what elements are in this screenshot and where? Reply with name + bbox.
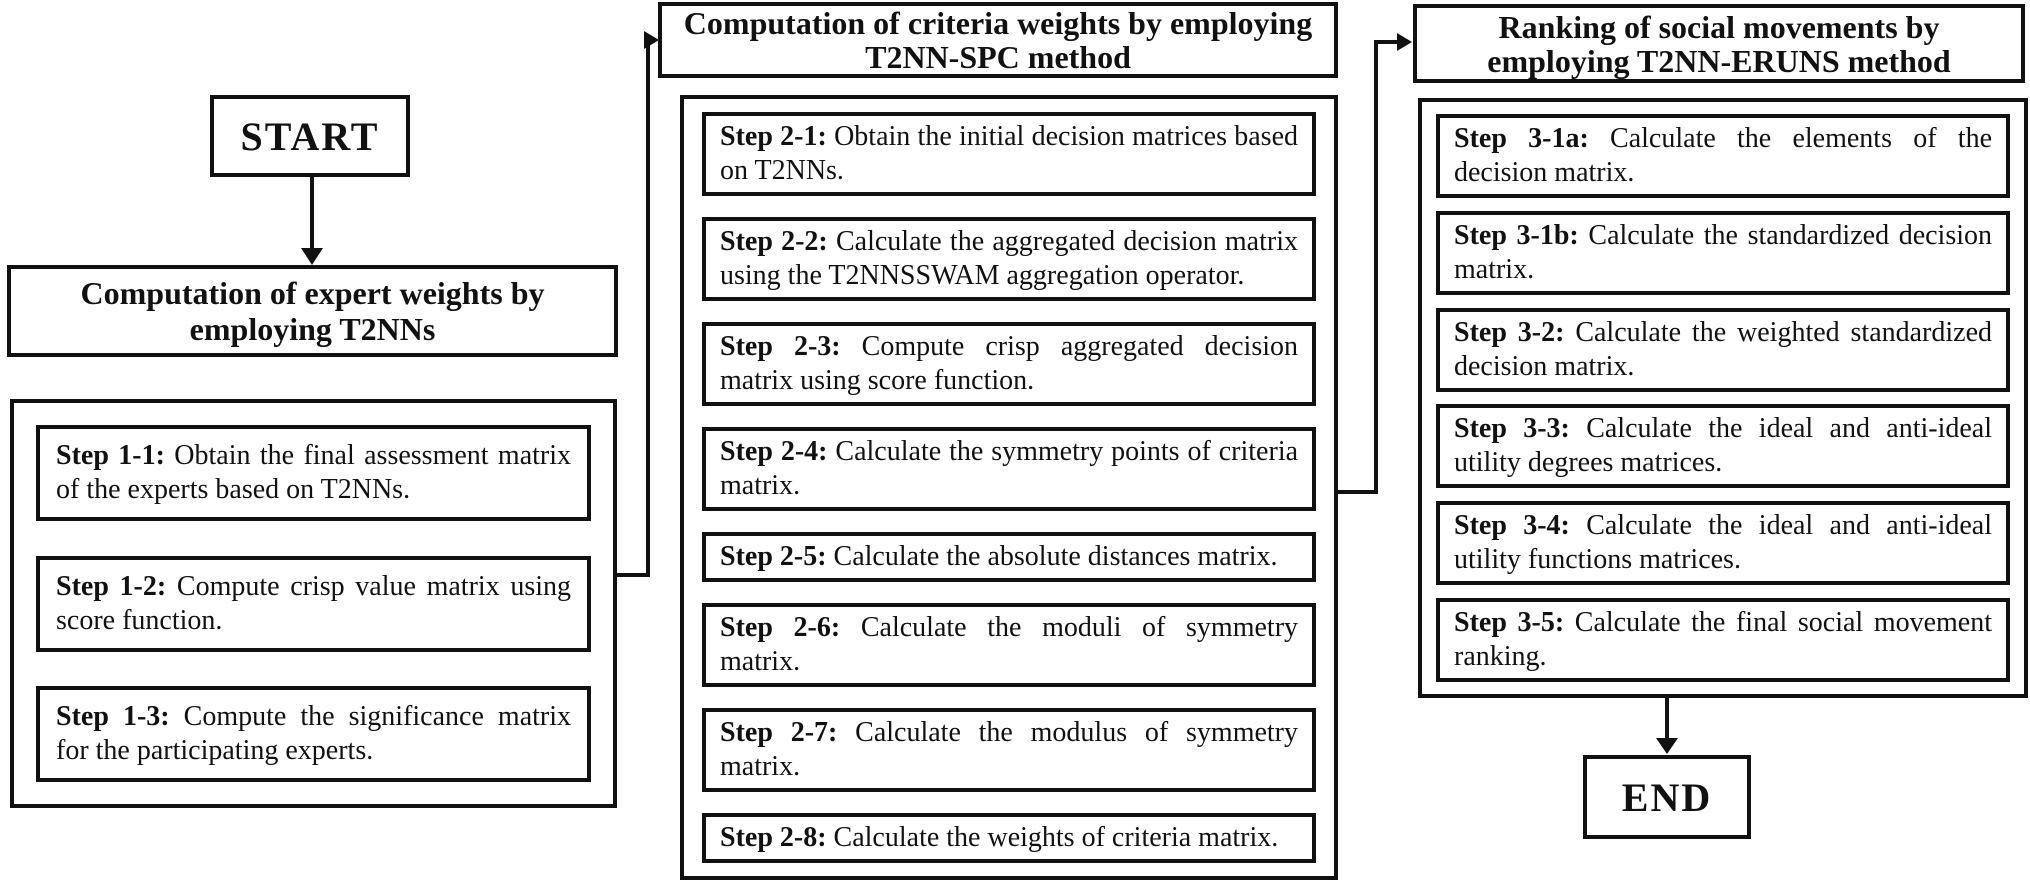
step-text: Calculate the ideal and anti-ideal utility functions matrices. (1454, 510, 1993, 576)
step-label: Step 2-3: (720, 331, 841, 362)
stage1-to-stage2-connector (617, 40, 650, 575)
step-box (702, 427, 1316, 511)
step-box (1436, 598, 2010, 682)
end-node: END (1583, 755, 1751, 839)
step-label: Step 3-4: (1454, 510, 1570, 542)
step-box (1436, 114, 2010, 198)
step-label: Step 2-4: (720, 436, 828, 467)
step-text: Calculate the aggregated decision matrix using the T2NNSSWAM aggregation operator. (720, 226, 1298, 291)
step-label: Step 1-3: (56, 701, 170, 732)
step-text: Obtain the final assessment matrix of the experts based on T2NNs. (56, 440, 572, 505)
step-text: Compute crisp value matrix using score function. (56, 570, 572, 636)
step-box (702, 532, 1316, 582)
step-label: Step 2-5: (720, 541, 827, 572)
stage-2-header: Computation of criteria weights by employing T2NN-SPC method (658, 2, 1338, 78)
step-text: Compute crisp aggregated decision matrix using score function. (720, 331, 1298, 396)
step-label: Step 3-2: (1454, 316, 1565, 348)
step-box (1436, 501, 2010, 585)
stage2-to-stage3-arrowhead (1397, 33, 1412, 51)
step-box (702, 217, 1316, 301)
step-text: Calculate the weights of criteria matrix. (833, 822, 1279, 853)
step-box (702, 112, 1316, 196)
step-text: Calculate the final social movement ranking. (1454, 606, 1993, 672)
step-label: Step 1-2: (56, 570, 167, 602)
step-text: Calculate the symmetry points of criteria matrix. (720, 436, 1299, 501)
step-box (1436, 211, 2010, 295)
step-text: Compute the significance matrix for the participating experts. (56, 701, 572, 766)
stage-3-steps-container (1418, 98, 2028, 698)
stage-1-header: Computation of expert weights by employing T2NNs (7, 265, 618, 357)
step-box (36, 425, 591, 521)
step-label: Step 3-3: (1454, 413, 1570, 445)
step-text: Calculate the weighted standardized decision matrix. (1454, 316, 1993, 382)
step-box (702, 708, 1316, 792)
step-label: Step 3-1b: (1454, 219, 1579, 251)
stage1-to-stage2-arrowhead (644, 31, 659, 49)
stage-2-steps-container (680, 95, 1338, 880)
step-label: Step 2-7: (720, 717, 838, 748)
step-text: Calculate the modulus of symmetry matrix. (720, 717, 1299, 782)
step-box (702, 322, 1316, 406)
step-text: Calculate the standardized decision matrix. (1454, 219, 1993, 285)
step-label: Step 2-2: (720, 226, 828, 257)
stage-3-header: Ranking of social movements by employing T2NN-ERUNS method (1413, 4, 2025, 83)
step-box (1436, 308, 2010, 392)
start-to-stage1-arrowhead (301, 248, 323, 265)
step-label: Step 2-8: (720, 822, 827, 853)
start-node: START (210, 95, 410, 177)
step-box (36, 556, 591, 652)
step-text: Calculate the elements of the decision matrix. (1454, 123, 1993, 188)
stage3-to-end-arrowhead (1656, 738, 1678, 754)
step-label: Step 3-1a: (1454, 123, 1589, 154)
step-label: Step 1-1: (56, 440, 165, 471)
step-text: Calculate the ideal and anti-ideal utility degrees matrices. (1454, 413, 1993, 479)
stage2-to-stage3-connector (1338, 42, 1398, 492)
step-box (36, 686, 591, 782)
step-label: Step 2-6: (720, 612, 841, 643)
step-label: Step 3-5: (1454, 606, 1565, 638)
step-box (702, 603, 1316, 687)
stage-1-steps-container (10, 399, 617, 808)
step-text: Obtain the initial decision matrices based on T2NNs. (720, 121, 1299, 186)
step-label: Step 2-1: (720, 121, 827, 152)
step-box (1436, 404, 2010, 488)
step-box (702, 813, 1316, 863)
step-text: Calculate the absolute distances matrix. (833, 541, 1278, 572)
step-text: Calculate the moduli of symmetry matrix. (720, 612, 1299, 677)
